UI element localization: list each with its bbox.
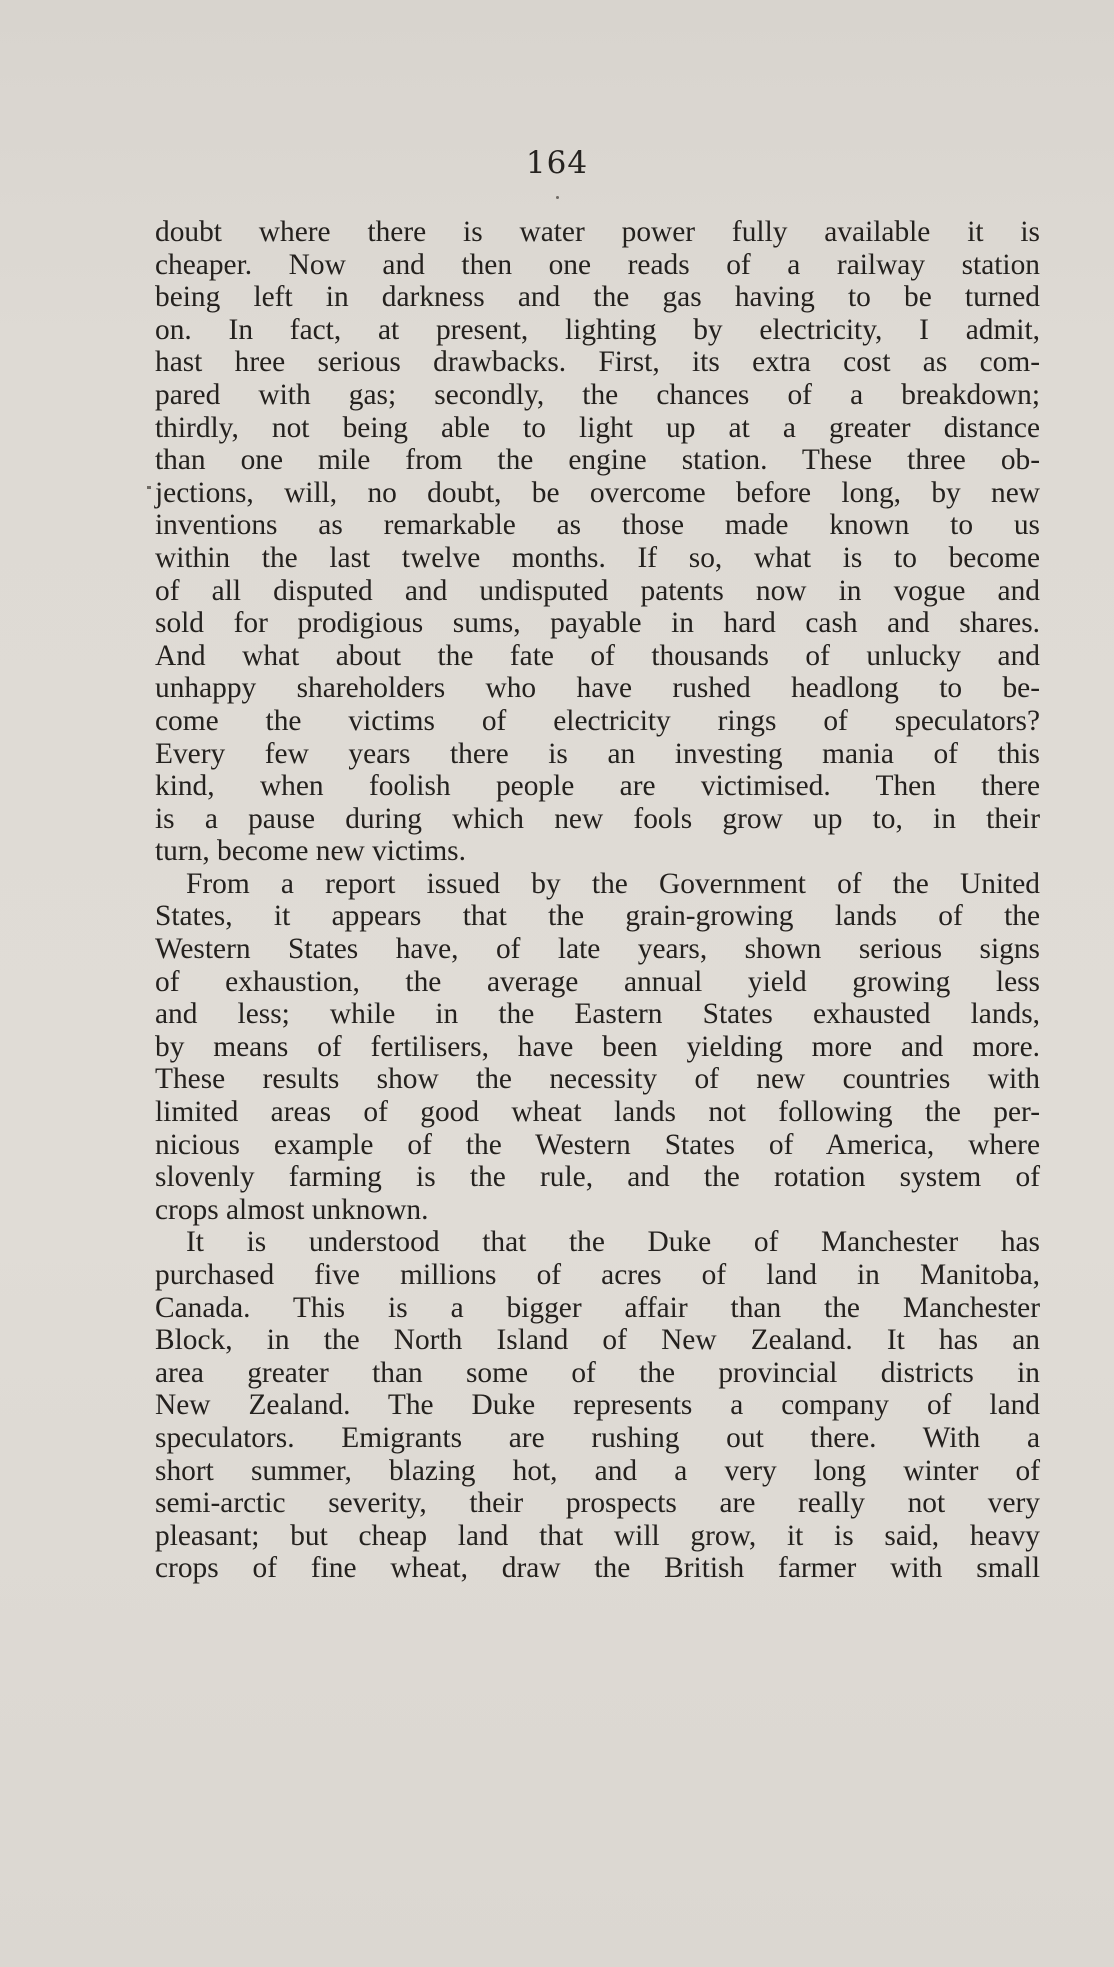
text-line: Every few years there is an investing mania of this [155, 737, 1040, 770]
text-line: inventions as remarkable as those made known to us [155, 509, 1040, 542]
body-text [155, 216, 1040, 1585]
text-line: sold for prodigious sums, payable in hard cash and shares. [155, 607, 1040, 640]
text-line: jections, will, no doubt, be overcome before long, by new [155, 476, 1040, 509]
text-line: These results show the necessity of new countries with [155, 1063, 1040, 1096]
margin-mark [147, 486, 151, 489]
text-line: pleasant; but cheap land that will grow, it is said, heavy [155, 1519, 1040, 1552]
text-line: slovenly farming is the rule, and the rotation system of [155, 1161, 1040, 1194]
text-line: doubt where there is water power fully available it is [155, 216, 1040, 248]
text-line: nicious example of the Western States of America, where [155, 1128, 1040, 1161]
text-line: short summer, blazing hot, and a very long winter of [155, 1454, 1040, 1487]
text-line: of all disputed and undisputed patents now in vogue and [155, 574, 1040, 607]
text-line: area greater than some of the provincial districts in [155, 1356, 1040, 1389]
text-line: and less; while in the Eastern States exhausted lands, [155, 998, 1040, 1031]
text-line: hast hree serious drawbacks. First, its extra cost as com- [155, 346, 1040, 379]
text-line: speculators. Emigrants are rushing out there. With a [155, 1421, 1040, 1454]
page-number: 164 [525, 145, 589, 181]
text-line: than one mile from the engine station. These three ob- [155, 444, 1040, 477]
text-line: limited areas of good wheat lands not following the per- [155, 1096, 1040, 1129]
text-line: being left in darkness and the gas having to be turned [155, 281, 1040, 314]
text-line: Western States have, of late years, shown serious signs [155, 933, 1040, 966]
text-line: States, it appears that the grain-growing lands of the [155, 900, 1040, 933]
text-line: kind, when foolish people are victimised. Then there [155, 770, 1040, 803]
text-line: crops of fine wheat, draw the British farmer with small [155, 1552, 1040, 1585]
text-line: on. In fact, at present, lighting by electricity, I admit, [155, 313, 1040, 346]
text-line: Block, in the North Island of New Zealand. It has an [155, 1324, 1040, 1357]
text-line: thirdly, not being able to light up at a greater distance [155, 411, 1040, 444]
text-line: crops almost unknown. [155, 1193, 429, 1226]
text-line: turn, become new victims. [155, 835, 466, 868]
text-line: pared with gas; secondly, the chances of a breakdown; [155, 378, 1040, 411]
ink-speck [556, 196, 559, 199]
text-line: Canada. This is a bigger affair than the Manchester [155, 1291, 1040, 1324]
text-line: of exhaustion, the average annual yield growing less [155, 965, 1040, 998]
text-line: semi-arctic severity, their prospects are really not very [155, 1487, 1040, 1520]
text-line: New Zealand. The Duke represents a company of land [155, 1389, 1040, 1422]
text-line: purchased five millions of acres of land in Manitoba, [155, 1259, 1040, 1291]
text-line: is a pause during which new fools grow up to, in their [155, 802, 1040, 835]
text-line: And what about the fate of thousands of unlucky and [155, 639, 1040, 672]
text-line: come the victims of electricity rings of speculators? [155, 704, 1040, 737]
text-line: within the last twelve months. If so, what is to become [155, 541, 1040, 574]
text-line: unhappy shareholders who have rushed headlong to be- [155, 672, 1040, 705]
text-line: From a report issued by the Government of the United [186, 867, 1040, 900]
text-line: It is understood that the Duke of Manchester has [186, 1226, 1040, 1259]
text-line: by means of fertilisers, have been yielding more and more. [155, 1030, 1040, 1063]
text-line: cheaper. Now and then one reads of a railway station [155, 248, 1040, 281]
